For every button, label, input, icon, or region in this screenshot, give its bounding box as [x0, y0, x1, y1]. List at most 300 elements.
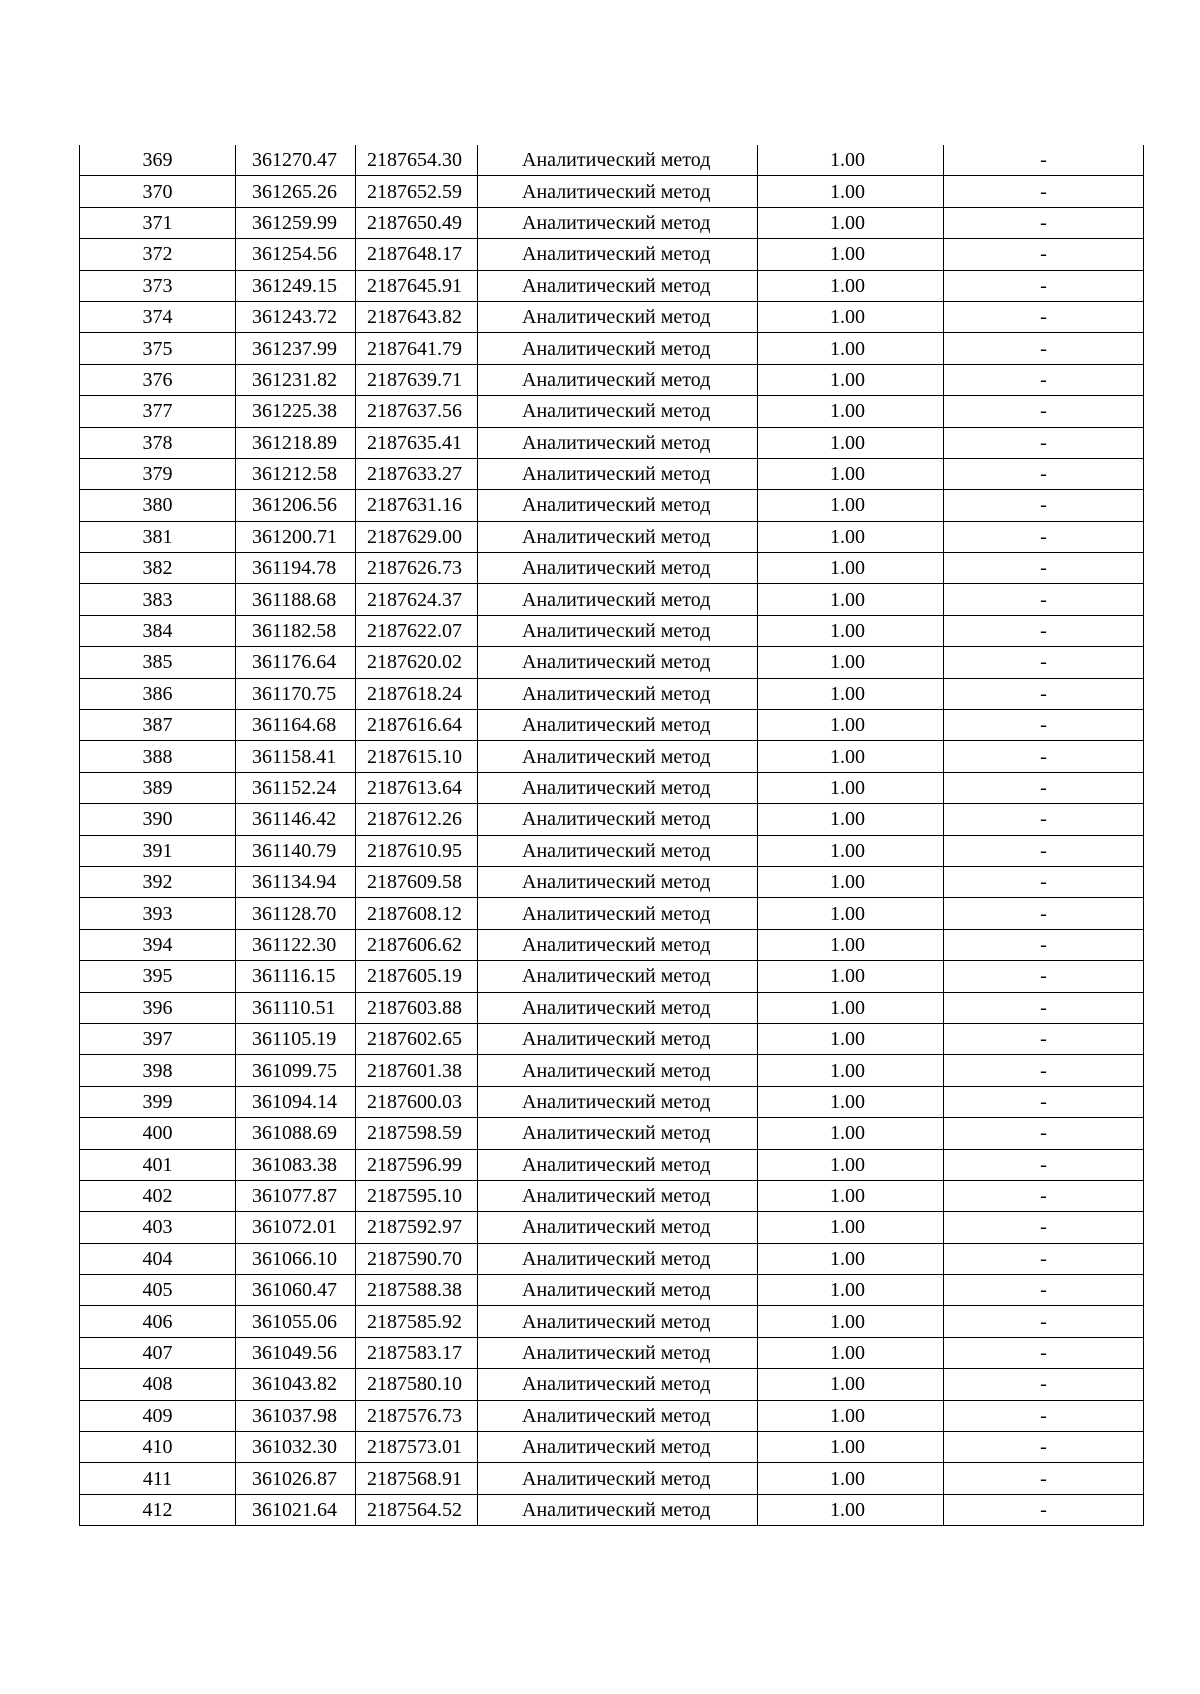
- point-number-cell: 398: [80, 1055, 236, 1086]
- description-cell: -: [944, 1306, 1144, 1337]
- table-row: [80, 804, 1144, 835]
- table-row: [80, 207, 1144, 238]
- method-cell: Аналитический метод: [478, 615, 758, 646]
- method-cell: Аналитический метод: [478, 490, 758, 521]
- y-coordinate-cell: 2187613.64: [356, 772, 478, 803]
- error-cell: 1.00: [758, 772, 944, 803]
- table-row: [80, 647, 1144, 678]
- point-number-cell: 401: [80, 1149, 236, 1180]
- method-cell: Аналитический метод: [478, 239, 758, 270]
- x-coordinate-cell: 361037.98: [236, 1400, 356, 1431]
- description-cell: -: [944, 992, 1144, 1023]
- y-coordinate-cell: 2187585.92: [356, 1306, 478, 1337]
- error-cell: 1.00: [758, 1180, 944, 1211]
- error-cell: 1.00: [758, 1023, 944, 1054]
- method-cell: Аналитический метод: [478, 364, 758, 395]
- description-cell: -: [944, 1369, 1144, 1400]
- point-number-cell: 381: [80, 521, 236, 552]
- description-cell: -: [944, 741, 1144, 772]
- y-coordinate-cell: 2187564.52: [356, 1494, 478, 1525]
- method-cell: Аналитический метод: [478, 804, 758, 835]
- point-number-cell: 396: [80, 992, 236, 1023]
- error-cell: 1.00: [758, 301, 944, 332]
- y-coordinate-cell: 2187573.01: [356, 1432, 478, 1463]
- y-coordinate-cell: 2187592.97: [356, 1212, 478, 1243]
- x-coordinate-cell: 361099.75: [236, 1055, 356, 1086]
- x-coordinate-cell: 361105.19: [236, 1023, 356, 1054]
- error-cell: 1.00: [758, 678, 944, 709]
- point-number-cell: 370: [80, 176, 236, 207]
- y-coordinate-cell: 2187635.41: [356, 427, 478, 458]
- y-coordinate-cell: 2187608.12: [356, 898, 478, 929]
- method-cell: Аналитический метод: [478, 835, 758, 866]
- table-row: [80, 1275, 1144, 1306]
- error-cell: 1.00: [758, 176, 944, 207]
- error-cell: 1.00: [758, 1275, 944, 1306]
- error-cell: 1.00: [758, 929, 944, 960]
- x-coordinate-cell: 361259.99: [236, 207, 356, 238]
- y-coordinate-cell: 2187609.58: [356, 866, 478, 897]
- description-cell: -: [944, 333, 1144, 364]
- x-coordinate-cell: 361043.82: [236, 1369, 356, 1400]
- description-cell: -: [944, 145, 1144, 176]
- error-cell: 1.00: [758, 1432, 944, 1463]
- point-number-cell: 391: [80, 835, 236, 866]
- x-coordinate-cell: 361200.71: [236, 521, 356, 552]
- table-row: [80, 176, 1144, 207]
- description-cell: -: [944, 1055, 1144, 1086]
- description-cell: -: [944, 427, 1144, 458]
- x-coordinate-cell: 361032.30: [236, 1432, 356, 1463]
- description-cell: -: [944, 1400, 1144, 1431]
- y-coordinate-cell: 2187596.99: [356, 1149, 478, 1180]
- table-row: [80, 898, 1144, 929]
- x-coordinate-cell: 361152.24: [236, 772, 356, 803]
- y-coordinate-cell: 2187641.79: [356, 333, 478, 364]
- x-coordinate-cell: 361021.64: [236, 1494, 356, 1525]
- description-cell: -: [944, 207, 1144, 238]
- table-row: [80, 961, 1144, 992]
- point-number-cell: 393: [80, 898, 236, 929]
- method-cell: Аналитический метод: [478, 866, 758, 897]
- point-number-cell: 379: [80, 458, 236, 489]
- table-row: [80, 1400, 1144, 1431]
- point-number-cell: 402: [80, 1180, 236, 1211]
- point-number-cell: 378: [80, 427, 236, 458]
- method-cell: Аналитический метод: [478, 1369, 758, 1400]
- error-cell: 1.00: [758, 1149, 944, 1180]
- error-cell: 1.00: [758, 584, 944, 615]
- method-cell: Аналитический метод: [478, 647, 758, 678]
- method-cell: Аналитический метод: [478, 1086, 758, 1117]
- x-coordinate-cell: 361088.69: [236, 1118, 356, 1149]
- method-cell: Аналитический метод: [478, 992, 758, 1023]
- y-coordinate-cell: 2187633.27: [356, 458, 478, 489]
- y-coordinate-cell: 2187643.82: [356, 301, 478, 332]
- x-coordinate-cell: 361140.79: [236, 835, 356, 866]
- method-cell: Аналитический метод: [478, 741, 758, 772]
- x-coordinate-cell: 361194.78: [236, 553, 356, 584]
- method-cell: Аналитический метод: [478, 961, 758, 992]
- table-row: [80, 929, 1144, 960]
- description-cell: -: [944, 961, 1144, 992]
- point-number-cell: 412: [80, 1494, 236, 1525]
- point-number-cell: 384: [80, 615, 236, 646]
- table-row: [80, 710, 1144, 741]
- method-cell: Аналитический метод: [478, 301, 758, 332]
- x-coordinate-cell: 361146.42: [236, 804, 356, 835]
- description-cell: -: [944, 929, 1144, 960]
- point-number-cell: 410: [80, 1432, 236, 1463]
- description-cell: -: [944, 270, 1144, 301]
- table-row: [80, 333, 1144, 364]
- y-coordinate-cell: 2187629.00: [356, 521, 478, 552]
- error-cell: 1.00: [758, 1400, 944, 1431]
- table-row: [80, 1337, 1144, 1368]
- y-coordinate-cell: 2187650.49: [356, 207, 478, 238]
- point-number-cell: 407: [80, 1337, 236, 1368]
- table-row: [80, 835, 1144, 866]
- y-coordinate-cell: 2187616.64: [356, 710, 478, 741]
- method-cell: Аналитический метод: [478, 1118, 758, 1149]
- coordinates-table-body: [80, 145, 1144, 1526]
- point-number-cell: 408: [80, 1369, 236, 1400]
- x-coordinate-cell: 361066.10: [236, 1243, 356, 1274]
- point-number-cell: 371: [80, 207, 236, 238]
- table-row: [80, 1243, 1144, 1274]
- error-cell: 1.00: [758, 207, 944, 238]
- method-cell: Аналитический метод: [478, 772, 758, 803]
- y-coordinate-cell: 2187612.26: [356, 804, 478, 835]
- method-cell: Аналитический метод: [478, 333, 758, 364]
- error-cell: 1.00: [758, 364, 944, 395]
- table-row: [80, 1180, 1144, 1211]
- error-cell: 1.00: [758, 866, 944, 897]
- description-cell: -: [944, 1149, 1144, 1180]
- description-cell: -: [944, 553, 1144, 584]
- y-coordinate-cell: 2187637.56: [356, 396, 478, 427]
- method-cell: Аналитический метод: [478, 458, 758, 489]
- x-coordinate-cell: 361170.75: [236, 678, 356, 709]
- method-cell: Аналитический метод: [478, 521, 758, 552]
- table-row: [80, 1149, 1144, 1180]
- error-cell: 1.00: [758, 458, 944, 489]
- x-coordinate-cell: 361225.38: [236, 396, 356, 427]
- description-cell: -: [944, 898, 1144, 929]
- error-cell: 1.00: [758, 1243, 944, 1274]
- x-coordinate-cell: 361164.68: [236, 710, 356, 741]
- y-coordinate-cell: 2187601.38: [356, 1055, 478, 1086]
- point-number-cell: 388: [80, 741, 236, 772]
- point-number-cell: 380: [80, 490, 236, 521]
- error-cell: 1.00: [758, 647, 944, 678]
- y-coordinate-cell: 2187590.70: [356, 1243, 478, 1274]
- table-row: [80, 145, 1144, 176]
- description-cell: -: [944, 615, 1144, 646]
- error-cell: 1.00: [758, 710, 944, 741]
- y-coordinate-cell: 2187654.30: [356, 145, 478, 176]
- y-coordinate-cell: 2187603.88: [356, 992, 478, 1023]
- description-cell: -: [944, 1086, 1144, 1117]
- point-number-cell: 390: [80, 804, 236, 835]
- description-cell: -: [944, 1243, 1144, 1274]
- method-cell: Аналитический метод: [478, 1337, 758, 1368]
- description-cell: -: [944, 176, 1144, 207]
- x-coordinate-cell: 361049.56: [236, 1337, 356, 1368]
- point-number-cell: 374: [80, 301, 236, 332]
- description-cell: -: [944, 772, 1144, 803]
- point-number-cell: 387: [80, 710, 236, 741]
- error-cell: 1.00: [758, 333, 944, 364]
- method-cell: Аналитический метод: [478, 396, 758, 427]
- method-cell: Аналитический метод: [478, 1180, 758, 1211]
- description-cell: -: [944, 364, 1144, 395]
- error-cell: 1.00: [758, 1463, 944, 1494]
- table-row: [80, 1023, 1144, 1054]
- error-cell: 1.00: [758, 553, 944, 584]
- table-row: [80, 364, 1144, 395]
- method-cell: Аналитический метод: [478, 1494, 758, 1525]
- y-coordinate-cell: 2187622.07: [356, 615, 478, 646]
- x-coordinate-cell: 361122.30: [236, 929, 356, 960]
- point-number-cell: 375: [80, 333, 236, 364]
- description-cell: -: [944, 239, 1144, 270]
- y-coordinate-cell: 2187624.37: [356, 584, 478, 615]
- error-cell: 1.00: [758, 239, 944, 270]
- point-number-cell: 397: [80, 1023, 236, 1054]
- x-coordinate-cell: 361134.94: [236, 866, 356, 897]
- y-coordinate-cell: 2187645.91: [356, 270, 478, 301]
- table-row: [80, 1463, 1144, 1494]
- x-coordinate-cell: 361176.64: [236, 647, 356, 678]
- error-cell: 1.00: [758, 1055, 944, 1086]
- table-row: [80, 490, 1144, 521]
- error-cell: 1.00: [758, 145, 944, 176]
- method-cell: Аналитический метод: [478, 898, 758, 929]
- description-cell: -: [944, 1463, 1144, 1494]
- x-coordinate-cell: 361249.15: [236, 270, 356, 301]
- method-cell: Аналитический метод: [478, 1400, 758, 1431]
- x-coordinate-cell: 361060.47: [236, 1275, 356, 1306]
- error-cell: 1.00: [758, 835, 944, 866]
- table-row: [80, 615, 1144, 646]
- x-coordinate-cell: 361077.87: [236, 1180, 356, 1211]
- method-cell: Аналитический метод: [478, 678, 758, 709]
- y-coordinate-cell: 2187568.91: [356, 1463, 478, 1494]
- point-number-cell: 400: [80, 1118, 236, 1149]
- error-cell: 1.00: [758, 615, 944, 646]
- method-cell: Аналитический метод: [478, 584, 758, 615]
- x-coordinate-cell: 361158.41: [236, 741, 356, 772]
- x-coordinate-cell: 361116.15: [236, 961, 356, 992]
- table-row: [80, 521, 1144, 552]
- table-row: [80, 741, 1144, 772]
- method-cell: Аналитический метод: [478, 1306, 758, 1337]
- x-coordinate-cell: 361110.51: [236, 992, 356, 1023]
- description-cell: -: [944, 1023, 1144, 1054]
- y-coordinate-cell: 2187626.73: [356, 553, 478, 584]
- table-row: [80, 270, 1144, 301]
- x-coordinate-cell: 361265.26: [236, 176, 356, 207]
- method-cell: Аналитический метод: [478, 1149, 758, 1180]
- error-cell: 1.00: [758, 1369, 944, 1400]
- point-number-cell: 385: [80, 647, 236, 678]
- error-cell: 1.00: [758, 1118, 944, 1149]
- point-number-cell: 406: [80, 1306, 236, 1337]
- y-coordinate-cell: 2187595.10: [356, 1180, 478, 1211]
- method-cell: Аналитический метод: [478, 427, 758, 458]
- method-cell: Аналитический метод: [478, 1023, 758, 1054]
- y-coordinate-cell: 2187639.71: [356, 364, 478, 395]
- x-coordinate-cell: 361055.06: [236, 1306, 356, 1337]
- y-coordinate-cell: 2187605.19: [356, 961, 478, 992]
- table-row: [80, 992, 1144, 1023]
- x-coordinate-cell: 361254.56: [236, 239, 356, 270]
- error-cell: 1.00: [758, 1306, 944, 1337]
- error-cell: 1.00: [758, 396, 944, 427]
- table-row: [80, 1118, 1144, 1149]
- point-number-cell: 395: [80, 961, 236, 992]
- description-cell: -: [944, 1432, 1144, 1463]
- x-coordinate-cell: 361188.68: [236, 584, 356, 615]
- y-coordinate-cell: 2187652.59: [356, 176, 478, 207]
- description-cell: -: [944, 835, 1144, 866]
- error-cell: 1.00: [758, 1494, 944, 1525]
- error-cell: 1.00: [758, 898, 944, 929]
- point-number-cell: 404: [80, 1243, 236, 1274]
- method-cell: Аналитический метод: [478, 1212, 758, 1243]
- point-number-cell: 405: [80, 1275, 236, 1306]
- error-cell: 1.00: [758, 804, 944, 835]
- error-cell: 1.00: [758, 741, 944, 772]
- point-number-cell: 372: [80, 239, 236, 270]
- point-number-cell: 409: [80, 1400, 236, 1431]
- table-row: [80, 1494, 1144, 1525]
- table-row: [80, 1306, 1144, 1337]
- method-cell: Аналитический метод: [478, 270, 758, 301]
- description-cell: -: [944, 647, 1144, 678]
- point-number-cell: 369: [80, 145, 236, 176]
- description-cell: -: [944, 584, 1144, 615]
- method-cell: Аналитический метод: [478, 207, 758, 238]
- table-row: [80, 553, 1144, 584]
- method-cell: Аналитический метод: [478, 1432, 758, 1463]
- method-cell: Аналитический метод: [478, 1055, 758, 1086]
- description-cell: -: [944, 1494, 1144, 1525]
- table-row: [80, 1055, 1144, 1086]
- y-coordinate-cell: 2187588.38: [356, 1275, 478, 1306]
- description-cell: -: [944, 1275, 1144, 1306]
- y-coordinate-cell: 2187610.95: [356, 835, 478, 866]
- x-coordinate-cell: 361212.58: [236, 458, 356, 489]
- y-coordinate-cell: 2187606.62: [356, 929, 478, 960]
- table-row: [80, 1369, 1144, 1400]
- table-row: [80, 678, 1144, 709]
- x-coordinate-cell: 361243.72: [236, 301, 356, 332]
- table-row: [80, 427, 1144, 458]
- description-cell: -: [944, 301, 1144, 332]
- y-coordinate-cell: 2187580.10: [356, 1369, 478, 1400]
- x-coordinate-cell: 361072.01: [236, 1212, 356, 1243]
- method-cell: Аналитический метод: [478, 1243, 758, 1274]
- x-coordinate-cell: 361026.87: [236, 1463, 356, 1494]
- point-number-cell: 394: [80, 929, 236, 960]
- table-row: [80, 866, 1144, 897]
- description-cell: -: [944, 1180, 1144, 1211]
- x-coordinate-cell: 361206.56: [236, 490, 356, 521]
- description-cell: -: [944, 866, 1144, 897]
- description-cell: -: [944, 710, 1144, 741]
- x-coordinate-cell: 361237.99: [236, 333, 356, 364]
- y-coordinate-cell: 2187598.59: [356, 1118, 478, 1149]
- table-row: [80, 1086, 1144, 1117]
- table-row: [80, 239, 1144, 270]
- description-cell: -: [944, 490, 1144, 521]
- y-coordinate-cell: 2187602.65: [356, 1023, 478, 1054]
- y-coordinate-cell: 2187631.16: [356, 490, 478, 521]
- point-number-cell: 403: [80, 1212, 236, 1243]
- point-number-cell: 373: [80, 270, 236, 301]
- x-coordinate-cell: 361083.38: [236, 1149, 356, 1180]
- point-number-cell: 386: [80, 678, 236, 709]
- description-cell: -: [944, 396, 1144, 427]
- point-number-cell: 383: [80, 584, 236, 615]
- description-cell: -: [944, 458, 1144, 489]
- method-cell: Аналитический метод: [478, 710, 758, 741]
- description-cell: -: [944, 1118, 1144, 1149]
- point-number-cell: 399: [80, 1086, 236, 1117]
- point-number-cell: 377: [80, 396, 236, 427]
- point-number-cell: 376: [80, 364, 236, 395]
- method-cell: Аналитический метод: [478, 145, 758, 176]
- y-coordinate-cell: 2187618.24: [356, 678, 478, 709]
- point-number-cell: 382: [80, 553, 236, 584]
- table-row: [80, 458, 1144, 489]
- error-cell: 1.00: [758, 961, 944, 992]
- error-cell: 1.00: [758, 1212, 944, 1243]
- point-number-cell: 411: [80, 1463, 236, 1494]
- x-coordinate-cell: 361182.58: [236, 615, 356, 646]
- x-coordinate-cell: 361094.14: [236, 1086, 356, 1117]
- y-coordinate-cell: 2187576.73: [356, 1400, 478, 1431]
- error-cell: 1.00: [758, 521, 944, 552]
- x-coordinate-cell: 361218.89: [236, 427, 356, 458]
- table-row: [80, 301, 1144, 332]
- y-coordinate-cell: 2187620.02: [356, 647, 478, 678]
- description-cell: -: [944, 1337, 1144, 1368]
- table-row: [80, 1212, 1144, 1243]
- x-coordinate-cell: 361231.82: [236, 364, 356, 395]
- y-coordinate-cell: 2187600.03: [356, 1086, 478, 1117]
- y-coordinate-cell: 2187583.17: [356, 1337, 478, 1368]
- error-cell: 1.00: [758, 992, 944, 1023]
- description-cell: -: [944, 521, 1144, 552]
- error-cell: 1.00: [758, 1337, 944, 1368]
- point-number-cell: 392: [80, 866, 236, 897]
- error-cell: 1.00: [758, 427, 944, 458]
- method-cell: Аналитический метод: [478, 176, 758, 207]
- method-cell: Аналитический метод: [478, 929, 758, 960]
- point-number-cell: 389: [80, 772, 236, 803]
- error-cell: 1.00: [758, 1086, 944, 1117]
- error-cell: 1.00: [758, 490, 944, 521]
- table-row: [80, 584, 1144, 615]
- y-coordinate-cell: 2187615.10: [356, 741, 478, 772]
- coordinates-table: [79, 145, 1144, 1526]
- description-cell: -: [944, 804, 1144, 835]
- table-row: [80, 396, 1144, 427]
- error-cell: 1.00: [758, 270, 944, 301]
